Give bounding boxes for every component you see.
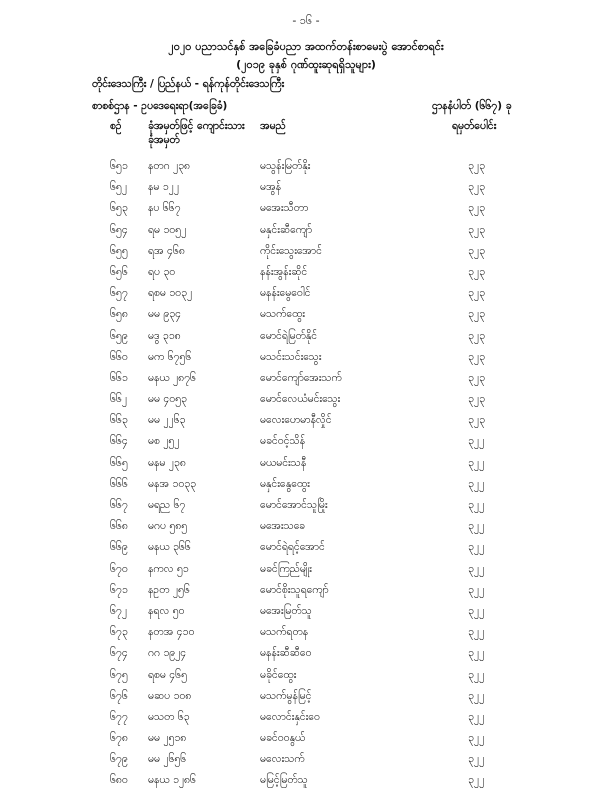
total-score: ၃၂၃	[468, 414, 485, 427]
student-name: မအွန်	[260, 181, 282, 194]
student-name: မသက်ရတန	[260, 626, 309, 639]
total-score: ၃၂၃	[468, 223, 485, 236]
student-name: မမြင့်မြတ်သူ	[260, 774, 308, 787]
row-number: ၆၆၄	[110, 435, 128, 448]
roll-number: မဆပ ၁၀၈	[148, 689, 192, 702]
roll-number: ရစမ ၁၀၃၂	[148, 287, 193, 300]
roll-number: နကလ ၅၁	[148, 562, 189, 575]
student-name: မောင်လေယံမင်းသွေး	[260, 393, 341, 406]
table-row	[0, 351, 612, 372]
student-name: မခင်ကြည်မျိုး	[260, 562, 312, 575]
table-row	[0, 647, 612, 668]
student-name: မလေးသက်	[260, 753, 305, 766]
row-number: ၆၆၈	[110, 520, 128, 533]
total-score: ၃၂၃	[468, 287, 485, 300]
table-row	[0, 499, 612, 520]
roll-number: မသတ ၆၃	[148, 710, 190, 723]
document-title: ၂၀၂၀ ပညာသင်နှစ် အခြေခံပညာ အထက်တန်းစာမေးပွဲ အောင်စာရင်း	[168, 40, 444, 53]
row-number: ၆၅၅	[110, 244, 128, 257]
roll-number: မနအ ၁၀၃၃	[148, 477, 197, 490]
roll-number: ဂဂ ၁၉၂၄	[148, 647, 187, 660]
student-name: မလေးဟေမာနီလှိုင်	[260, 414, 332, 427]
row-number: ၆၇၇	[110, 710, 128, 723]
table-row	[0, 414, 612, 435]
student-name: မောင်ကျော်အေးသက်	[260, 371, 342, 384]
total-score: ၃၂၃	[468, 244, 485, 257]
student-name: မအေးသီတာ	[260, 202, 309, 215]
student-name: မခင်ဝဝနွယ်	[260, 732, 306, 745]
total-score: ၃၂၃	[468, 202, 485, 215]
table-row	[0, 669, 612, 690]
row-number: ၆၇၂	[110, 604, 127, 617]
center-label: စာစစ်ဌာန - ဥပဒေရေးရာ(အခြေခံ)	[92, 100, 228, 112]
column-header-student: ခုံအမှတ်ဖြင့် ကျောင်းသား	[148, 120, 245, 132]
student-name: မောင်စိုးသူရကျော်	[260, 583, 329, 596]
student-name: မခင်ဝင့်သိန်	[260, 435, 306, 448]
row-number: ၆၆၂	[110, 393, 127, 406]
row-number: ၆၇၅	[110, 668, 128, 681]
page-number: - ၁၆ -	[292, 14, 320, 27]
row-number: ၆၅၃	[110, 202, 128, 215]
student-name: မအေးမြတ်သူ	[260, 604, 312, 617]
table-row	[0, 160, 612, 181]
student-name: မအေးသခေ	[260, 520, 305, 533]
total-score: ၃၂၃	[468, 160, 485, 172]
student-name: မလောင်းနှင်းဝေ	[260, 710, 320, 723]
roll-number: မမ ၂၂၆၃	[148, 414, 186, 427]
row-number: ၆၅၁	[110, 160, 128, 172]
column-header-student-sub: ခုံအမှတ်	[148, 134, 180, 146]
roll-number: မမ ၄၀၅၃	[148, 393, 187, 406]
table-row	[0, 774, 612, 795]
row-number: ၆၅၈	[110, 308, 128, 321]
table-row	[0, 520, 612, 541]
total-score: ၃၂၂	[468, 520, 485, 533]
table-row	[0, 266, 612, 287]
table-row	[0, 330, 612, 351]
table-row	[0, 478, 612, 499]
table-row	[0, 245, 612, 266]
row-number: ၆၇၉	[110, 753, 128, 766]
student-name: မောင်ရဲရင့်အောင်	[260, 541, 325, 554]
roll-number: နပ ၆၆၇	[148, 202, 181, 215]
row-number: ၆၆၁	[110, 371, 128, 384]
row-number: ၆၇၈	[110, 732, 128, 745]
student-name: မခိုင်ထွေး	[260, 668, 297, 681]
region-label: တိုင်းဒေသကြီး / ပြည်နယ် - ရန်ကုန်တိုင်းဒေသကြီး	[92, 78, 285, 90]
roll-number: မနယ ၃၆၆	[148, 541, 191, 554]
student-name: မနန်းဆီဆီဝေ	[260, 647, 312, 660]
total-score: ၃၂၂	[468, 710, 485, 723]
roll-number: ရမ ၁၀၅၂	[148, 223, 187, 236]
student-name: မနှင်းနွေထွေး	[260, 477, 310, 490]
table-row	[0, 690, 612, 711]
total-score: ၃၂၂	[468, 541, 485, 554]
results-table	[0, 160, 612, 796]
roll-number: မဂပ ၅၈၅	[148, 520, 188, 533]
row-number: ၆၆၀	[110, 350, 128, 363]
total-score: ၃၂၂	[468, 435, 485, 448]
total-score: ၃၂၂	[468, 583, 485, 596]
student-name: မယမင်းသနီ	[260, 456, 307, 469]
roll-number: မက ၆၇၅၆	[148, 350, 192, 363]
row-number: ၆၅၆	[110, 265, 128, 278]
student-name: မနှင်းဆီကျော်	[260, 223, 313, 236]
roll-number: မဒွ ၃၁၈	[148, 329, 181, 342]
row-number: ၆၆၃	[110, 414, 128, 427]
row-number: ၆၅၉	[110, 329, 128, 342]
total-score: ၃၂၃	[468, 350, 485, 363]
row-number: ၆၅၄	[110, 223, 128, 236]
row-number: ၆၅၇	[110, 287, 128, 300]
row-number: ၆၆၉	[110, 541, 128, 554]
student-name: မသွန်းမြတ်နိုး	[260, 160, 311, 172]
table-row	[0, 457, 612, 478]
roll-number: မနမ ၂၃၈	[148, 456, 186, 469]
roll-number: မစ ၂၅၂	[148, 435, 180, 448]
column-header-score: ရမှတ်ပေါင်း	[452, 120, 497, 132]
total-score: ၃၂၂	[468, 604, 485, 617]
total-score: ၃၂၂	[468, 774, 485, 787]
table-row	[0, 393, 612, 414]
student-name: မောင်အောင်သူမြိုး	[260, 499, 328, 511]
table-row	[0, 732, 612, 753]
table-row	[0, 753, 612, 774]
roll-number: နဥတ ၂၅၆	[148, 583, 190, 596]
row-number: ၆၆၆	[110, 477, 128, 490]
student-name: မသက်မွန်မြင့်	[260, 689, 312, 702]
total-score: ၃၂၃	[468, 308, 485, 321]
total-score: ၃၂၂	[468, 562, 485, 575]
total-score: ၃၂၂	[468, 732, 485, 745]
total-score: ၃၂၃	[468, 371, 485, 384]
row-number: ၆၈၀	[110, 774, 128, 787]
student-name: မသက်ထွေး	[260, 308, 305, 321]
total-score: ၃၂၂	[468, 753, 485, 766]
total-score: ၃၂၂	[468, 647, 485, 660]
roll-number: မမ ၉၃၄	[148, 308, 182, 321]
total-score: ၃၂၃	[468, 393, 485, 406]
roll-number: မမ ၂၆၅၆	[148, 753, 187, 766]
table-row	[0, 372, 612, 393]
table-row	[0, 626, 612, 647]
row-number: ၆၇၀	[110, 562, 128, 575]
table-row	[0, 541, 612, 562]
roll-number: မနယ ၂၈၇၆	[148, 371, 196, 384]
roll-number: မရည ၆၇	[148, 499, 186, 511]
row-number: ၆၅၂	[110, 181, 127, 194]
table-row	[0, 435, 612, 456]
total-score: ၃၂၂	[468, 668, 485, 681]
roll-number: ရပ ၃၀	[148, 265, 176, 278]
roll-number: မမ ၂၅၁၈	[148, 732, 187, 745]
row-number: ၆၇၄	[110, 647, 128, 660]
student-name: နန်းအွန်းဆိုင်	[260, 265, 308, 278]
total-score: ၃၂၂	[468, 456, 485, 469]
table-row	[0, 308, 612, 329]
table-row	[0, 202, 612, 223]
student-name: ကိုင်းသွေးအောင်	[260, 244, 322, 257]
total-score: ၃၂၂	[468, 689, 485, 702]
roll-number: မနယ ၁၂၈၆	[148, 774, 196, 787]
center-code: ဌာနနံပါတ် (၆၆၇) ခု	[432, 100, 512, 112]
total-score: ၃၂၂	[468, 477, 485, 490]
row-number: ၆၆၇	[110, 499, 128, 511]
total-score: ၃၂၃	[468, 265, 485, 278]
roll-number: နတအ ၄၁၀	[148, 626, 195, 639]
total-score: ၃၂၂	[468, 499, 485, 511]
table-row	[0, 181, 612, 202]
column-header-no: စဉ်	[110, 120, 122, 132]
table-row	[0, 224, 612, 245]
table-row	[0, 287, 612, 308]
total-score: ၃၂၃	[468, 181, 485, 194]
roll-number: နမ ၁၂၂	[148, 181, 179, 194]
total-score: ၃၂၃	[468, 329, 485, 342]
roll-number: နတဂ ၂၃၈	[148, 160, 191, 172]
column-header-name: အမည်	[260, 120, 286, 132]
row-number: ၆၆၅	[110, 456, 128, 469]
row-number: ၆၇၃	[110, 626, 128, 639]
table-row	[0, 605, 612, 626]
roll-number: နရလ ၅၀	[148, 604, 185, 617]
student-name: မောင်ရဲမြတ်နိုင်	[260, 329, 318, 342]
table-row	[0, 711, 612, 732]
total-score: ၃၂၂	[468, 626, 485, 639]
row-number: ၆၇၆	[110, 689, 128, 702]
row-number: ၆၇၁	[110, 583, 128, 596]
table-row	[0, 584, 612, 605]
document-subtitle: (၂၀၁၉ ခုနှစ် ဂုဏ်ထူးဆုရရှိသူများ)	[236, 58, 376, 71]
student-name: မနန်းမွေဝေါင်	[260, 287, 311, 300]
roll-number: ရအ ၄၆၈	[148, 244, 185, 257]
roll-number: ရစမ ၄၆၅	[148, 668, 187, 681]
table-row	[0, 563, 612, 584]
student-name: မသင်းသင်းသွေး	[260, 350, 322, 363]
